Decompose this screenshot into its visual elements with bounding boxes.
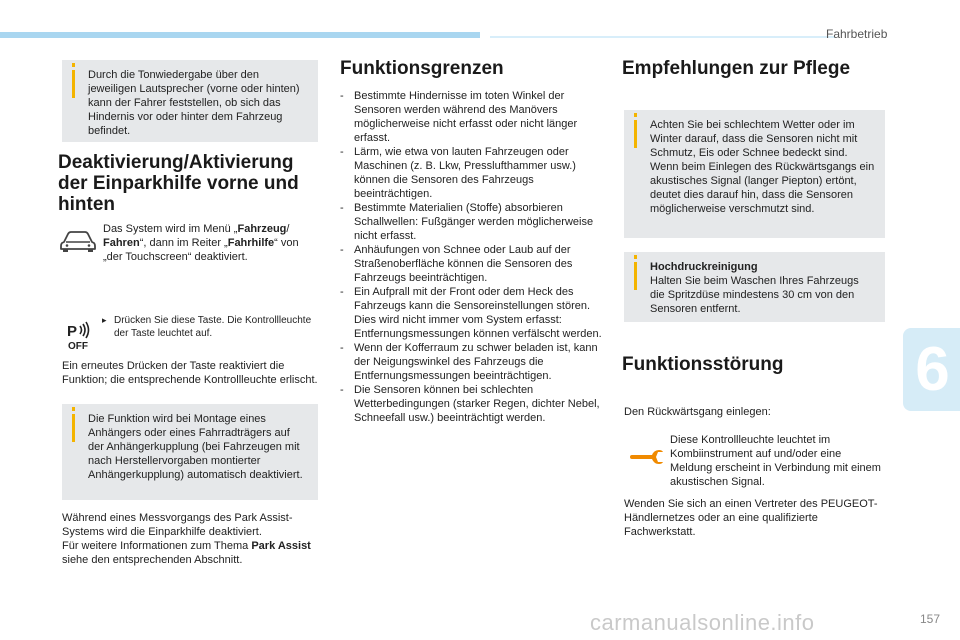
limits-list	[340, 89, 602, 425]
heading-limits: Funktionsgrenzen	[340, 58, 504, 79]
wrench-icon	[630, 449, 664, 465]
list-item: - Die Sensoren können bei schlechten Wetterbedingungen (starker Regen, dichter Nebel, Schneefall usw.) beeinträchtigt werden.	[340, 383, 602, 425]
fault-intro: Den Rückwärtsgang einlegen:	[624, 406, 771, 418]
heading-deactivation: Deaktivierung/Aktivierung der Einparkhilfe vorne und hinten	[58, 152, 299, 215]
header-accent-bar	[0, 32, 480, 38]
note-text: Halten Sie beim Waschen Ihres Fahrzeugs die Spritzdüse mindestens 30 cm von den Sensoren entfernt.	[650, 275, 859, 315]
note-pressure-washing	[624, 252, 885, 322]
note-text: Durch die Tonwiedergabe über den jeweiligen Lautsprecher (vorne oder hinten) kann der Fahrer feststellen, ob sich das Hindernis vor oder hinter dem Fahrzeug befindet.	[88, 69, 300, 137]
page-number: 157	[920, 612, 941, 626]
heading-fault: Funktionsstörung	[622, 354, 784, 375]
info-icon	[72, 414, 75, 442]
info-icon	[634, 120, 637, 148]
list-item: - Bestimmte Hindernisse im toten Winkel der Sensoren werden während des Manövers möglicherweise nicht erfasst oder nicht länger erfasst.	[340, 89, 602, 145]
list-item: - Wenn der Kofferraum zu schwer beladen ist, kann der Neigungswinkel des Fahrzeugs die Entfernungsmessungen beeinträchtigen.	[340, 341, 602, 383]
fault-light-text: Diese Kontrollleuchte leuchtet im Kombiinstrument auf und/oder eine Meldung erscheint in Verbindung mit einem akustischen Signal.	[670, 434, 881, 488]
note-title: Hochdruckreinigung	[650, 261, 758, 273]
park-assist-text: Während eines Messvorgangs des Park Assist-Systems wird die Einparkhilfe deaktiviert. Für weitere Informationen zum Thema Park Assist siehe den entsprechenden Abschnitt.	[62, 512, 311, 566]
note-text: Achten Sie bei schlechtem Wetter oder im Winter darauf, dass die Sensoren nicht mit Schmutz, Eis oder Schnee bedeckt sind. Wenn beim Einlegen des Rückwärtsgangs ein akustisches Signal (langer Piepton) ertönt, deutet dies darauf hin, dass die Sensoren möglicherweise verschmutzt sind.	[650, 119, 875, 215]
note-weather	[624, 110, 885, 238]
car-icon	[58, 228, 98, 254]
list-item: - Lärm, wie etwa von lauten Fahrzeugen oder Maschinen (z. B. Lkw, Presslufthammer usw.) können die Sensoren des Fahrzeugs beeinträchtigen.	[340, 145, 602, 201]
list-item: - Bestimmte Materialien (Stoffe) absorbieren Schallwellen: Fußgänger werden möglicherweise nicht erfasst.	[340, 201, 602, 243]
bullet-icon: ▸	[102, 315, 107, 325]
info-icon	[72, 70, 75, 98]
reactivate-text: Ein erneutes Drücken der Taste reaktiviert die Funktion; die entsprechende Kontrollleuchte erlischt.	[62, 360, 318, 386]
list-item: - Anhäufungen von Schnee oder Laub auf der Straßenoberfläche können die Sensoren des Fahrzeugs beeinträchtigen.	[340, 243, 602, 285]
section-label: Fahrbetrieb	[826, 27, 888, 41]
menu-instruction: Das System wird im Menü „Fahrzeug/ Fahren“, dann im Reiter „Fahrhilfe“ von „der Touchscreen“ deaktiviert.	[103, 223, 299, 263]
chapter-number: 6	[915, 335, 950, 404]
note-text: Die Funktion wird bei Montage eines Anhängers oder eines Fahrradträgers auf der Anhängerkupplung (bei Fahrzeugen mit nach Herstellervorgaben montierter Anhängerkupplung) automatisch deaktiviert.	[88, 413, 303, 481]
watermark-text: carmanualsonline.info	[590, 610, 815, 635]
button-instruction: ▸ Drücken Sie diese Taste. Die Kontrollleuchte der Taste leuchtet auf.	[102, 315, 312, 339]
svg-text:P: P	[67, 323, 78, 340]
park-sensor-button-icon	[66, 320, 92, 354]
fault-action-text: Wenden Sie sich an einen Vertreter des PEUGEOT-Händlernetzes oder an eine qualifizierte Fachwerkstatt.	[624, 498, 878, 538]
header-divider	[490, 36, 835, 38]
note-sound-direction	[62, 60, 318, 142]
note-trailer	[62, 404, 318, 500]
heading-care: Empfehlungen zur Pflege	[622, 58, 851, 79]
off-label: OFF	[68, 341, 88, 352]
info-icon	[634, 262, 637, 290]
list-item: - Ein Aufprall mit der Front oder dem Heck des Fahrzeugs kann die Sensoreinstellungen stören. Dies wird nicht immer vom System erfasst: Entfernungsmessungen können verfälscht werden.	[340, 285, 602, 341]
